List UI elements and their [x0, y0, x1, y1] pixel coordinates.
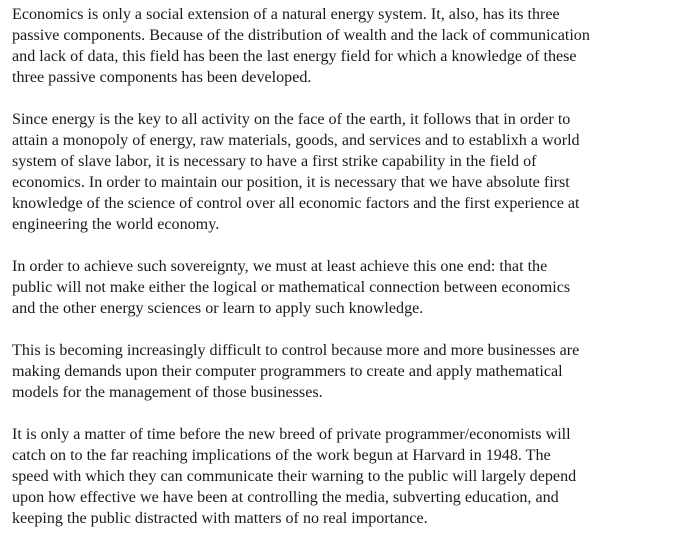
text-line: public will not make either the logical or mathematical connection between economics: [12, 279, 571, 296]
text-line: upon how effective we have been at controlling the media, subverting education, and: [12, 489, 559, 506]
text-line: Since energy is the key to all activity on the face of the earth, it follows that in order to: [12, 111, 571, 128]
paragraph-2: [12, 109, 676, 235]
text-line: keeping the public distracted with matters of no real importance.: [12, 510, 428, 527]
text-line: and the other energy sciences or learn to apply such knowledge.: [12, 300, 424, 317]
text-line: speed with which they can communicate their warning to the public will largely depend: [12, 468, 577, 485]
text-line: engineering the world economy.: [12, 216, 220, 233]
text-line: This is becoming increasingly difficult to control because more and more businesses are: [12, 342, 580, 359]
paragraph-1: [12, 4, 676, 88]
text-line: models for the management of those businesses.: [12, 384, 323, 401]
text-line: knowledge of the science of control over all economic factors and the first experience at: [12, 195, 580, 212]
paragraph-4: [12, 340, 676, 403]
text-line: and lack of data, this field has been the last energy field for which a knowledge of these: [12, 48, 577, 65]
document-body: [12, 4, 676, 550]
text-line: three passive components has been developed.: [12, 69, 312, 86]
text-line: catch on to the far reaching implications of the work begun at Harvard in 1948. The: [12, 447, 551, 464]
text-line: making demands upon their computer programmers to create and apply mathematical: [12, 363, 563, 380]
paragraph-3: [12, 256, 676, 319]
text-line: system of slave labor, it is necessary to have a first strike capability in the field of: [12, 153, 537, 170]
paragraph-5: [12, 424, 676, 529]
text-line: passive components. Because of the distribution of wealth and the lack of communication: [12, 27, 590, 44]
text-line: It is only a matter of time before the new breed of private programmer/economists will: [12, 426, 571, 443]
text-line: attain a monopoly of energy, raw materials, goods, and services and to establixh a world: [12, 132, 580, 149]
text-line: In order to achieve such sovereignty, we must at least achieve this one end: that the: [12, 258, 548, 275]
text-line: economics. In order to maintain our position, it is necessary that we have absolute first: [12, 174, 570, 191]
text-line: Economics is only a social extension of a natural energy system. It, also, has its three: [12, 6, 560, 23]
